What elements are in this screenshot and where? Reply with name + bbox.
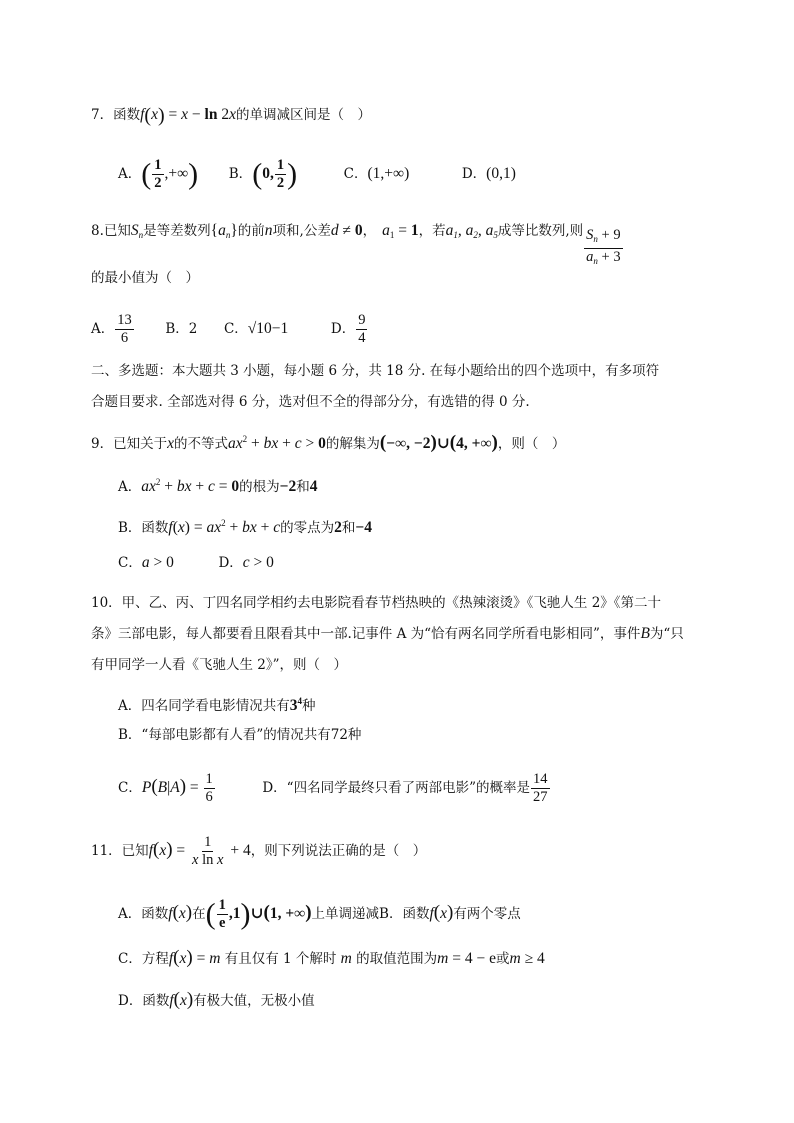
- q9-option-c: C．a > 0: [118, 554, 174, 571]
- q10-option-c: C．P(B|A) = $\frac{1}{6}$: [118, 771, 213, 805]
- q7-options: [118, 157, 516, 192]
- q7-option-d: D．(0,1): [461, 165, 516, 182]
- q10-option-a: A．四名同学看电影情况共有$3^4$种: [118, 696, 316, 714]
- q9-stem: 9．已知关于x的不等式$ax^2$ + bx + c > 0的解集为(−∞, −2)∪(4, +∞)，则（ ）: [91, 432, 566, 453]
- q7-function-expr: f(x) = x − ln 2x: [140, 104, 236, 127]
- q9-option-d: D．c > 0: [218, 554, 274, 571]
- q9-option-a: A．$ax^2$ + bx + c = 0的根为−2和4: [118, 477, 318, 495]
- q10-line2: 条》三部电影，每人都要看且限看其中一部.记事件 A 为“恰有两名同学所看电影相同”，事件B为“只: [91, 625, 684, 642]
- section2-line1: 二、多选题：本大题共 3 小题，每小题 6 分，共 18 分. 在每小题给出的四个选项中，有多项符: [91, 363, 660, 379]
- q10-line3: 有甲同学一人看《飞驰人生 2》”，则（ ）: [91, 657, 348, 673]
- q8-option-c: C．√10−1: [223, 320, 289, 337]
- q11-option-c: C．方程f(x) = m 有且仅有 1 个解时 m 的取值范围为m = 4 − e或m ≥ 4: [118, 947, 545, 968]
- section2-line2: 合题目要求. 全部选对得 6 分，选对但不全的得部分分，有选错的得 0 分.: [91, 394, 530, 410]
- q10-option-d: D．“四名同学最终只看了两部电影”的概率是 $\frac{14}{27}$: [262, 771, 548, 805]
- q8-option-a: A． $\frac{13}{6}$: [91, 312, 132, 346]
- q10-options-cd: [118, 771, 551, 806]
- q7-option-a: A．( $\frac{1}{2}$ ,+∞): [118, 157, 199, 191]
- q8-stem: 8.已知$S_n$是等差数列$\{a_n\}$的前n项和,公差d ≠ 0， $a_1 = 1$，若$a_1$, $a_2$, $a_5$成等比数列,则 $\frac{S_n + 9}{a_n + 3}$: [91, 222, 621, 266]
- q9-option-b: B．函数$f(x) = ax^2$ + bx + c的零点为2和−4: [118, 518, 372, 536]
- q11-stem: 11．已知f(x) = $\frac{1}{\text{x ln x}}$ + 4，则下列说法正确的是（ ）: [91, 834, 427, 868]
- q9-options-cd: [118, 553, 274, 573]
- q7-stem: 7．函数f(x) = x − ln 2x的单调减区间是（ ）: [91, 104, 371, 127]
- q7-option-c: C．(1,+∞): [343, 165, 410, 182]
- q8-option-d: D． $\frac{9}{4}$: [330, 312, 366, 346]
- q11-option-d: D．函数f(x)有极大值，无极小值: [118, 989, 315, 1010]
- q11-option-a: A．函数f(x)在( $\frac{1}{e}$ ,1)∪(1, +∞)上单调递减: [118, 897, 380, 931]
- q8-option-b: B．2: [165, 321, 198, 337]
- q10-line1: 10．甲、乙、丙、丁四名同学相约去电影院看春节档热映的《热辣滚烫》《飞驰人生 2》《第二十: [91, 595, 662, 611]
- q11-option-ab: [118, 897, 521, 932]
- q8-options: [91, 312, 368, 347]
- q7-option-b: B．(0, $\frac{1}{2}$ ): [228, 157, 298, 191]
- q11-option-b: B．函数f(x)有两个零点: [379, 902, 521, 923]
- q8-stem-line2: 的最小值为（ ）: [91, 270, 199, 286]
- q10-option-b: B．“每部电影都有人看”的情况共有72种: [118, 727, 362, 743]
